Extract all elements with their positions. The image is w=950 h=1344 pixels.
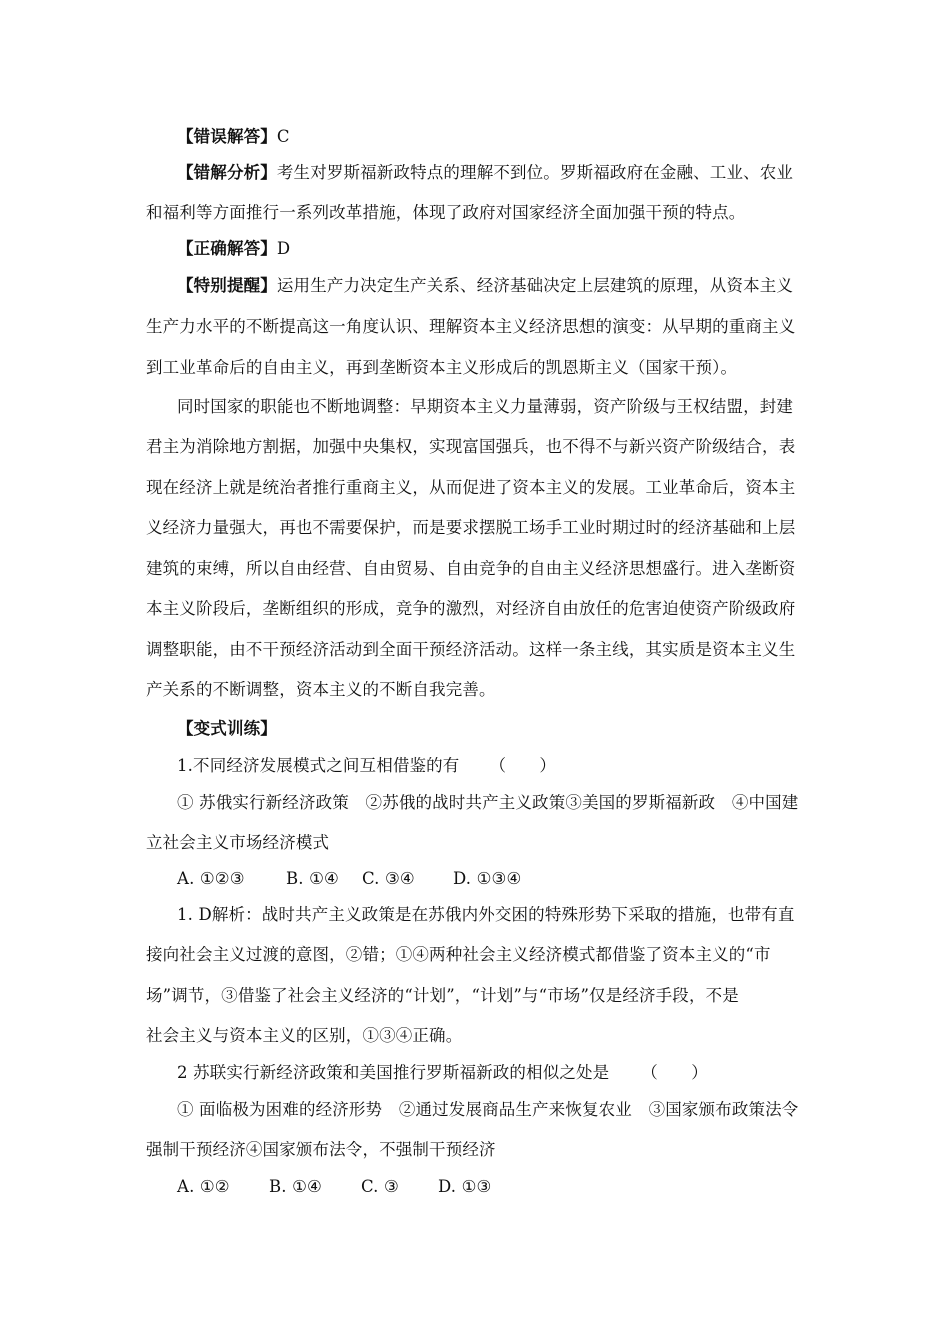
- paragraph-line-4: 义经济力量强大，再也不需要保护，而是要求摆脱工场手工业时期过时的经济基础和上层: [146, 518, 796, 537]
- special-note-line-2: 生产力水平的不断提高这一角度认识、理解资本主义经济思想的演变：从早期的重商主义: [146, 317, 796, 336]
- question-1-items-line-2: 立社会主义市场经济模式: [146, 833, 330, 852]
- question-2-items-line-1: ① 面临极为困难的经济形势 ②通过发展商品生产来恢复农业 ③国家颁布政策法令: [177, 1100, 799, 1119]
- question-1-items-line-1: ① 苏俄实行新经济政策 ②苏俄的战时共产主义政策③美国的罗斯福新政 ④中国建: [177, 793, 799, 812]
- wrong-answer-value: C: [276, 127, 290, 146]
- question-1-analysis-line-3: 场”调节，③借鉴了社会主义经济的“计划”，“计划”与“市场”仅是经济手段，不是: [146, 986, 739, 1005]
- question-2-option-b: B. ①④: [269, 1177, 322, 1196]
- question-1-analysis-line-1: 1. D解析：战时共产主义政策是在苏俄内外交困的特殊形势下采取的措施，也带有直: [177, 905, 795, 924]
- wrong-analysis-line-1: [177, 162, 793, 184]
- paragraph-line-6: 本主义阶段后，垄断组织的形成，竞争的激烈，对经济自由放任的危害迫使资产阶级政府: [146, 599, 796, 618]
- question-1-analysis-line-2: 接向社会主义过渡的意图，②错；①④两种社会主义经济模式都借鉴了资本主义的“市: [146, 945, 771, 964]
- wrong-analysis-label: 【错解分析】: [177, 163, 277, 182]
- practice-heading: 【变式训练】: [177, 719, 277, 738]
- question-1-blank: （ ）: [489, 756, 557, 775]
- special-note-text-1: 运用生产力决定生产关系、经济基础决定上层建筑的原理，从资本主义: [276, 276, 794, 295]
- question-1-option-b: B. ①④: [286, 869, 339, 888]
- question-1-option-d: D. ①③④: [453, 869, 522, 888]
- question-1-option-c: C. ③④: [362, 869, 415, 888]
- paragraph-line-8: 产关系的不断调整，资本主义的不断自我完善。: [146, 680, 496, 699]
- question-2-stem: 2 苏联实行新经济政策和美国推行罗斯福新政的相似之处是: [177, 1063, 610, 1082]
- question-2-option-d: D. ①③: [438, 1177, 492, 1196]
- wrong-answer-label: 【错误解答】: [177, 127, 277, 146]
- paragraph-line-7: 调整职能，由不干预经济活动到全面干预经济活动。这样一条主线，其实质是资本主义生: [146, 640, 796, 659]
- wrong-answer-line: [177, 126, 290, 148]
- paragraph-line-2: 君主为消除地方割据，加强中央集权，实现富国强兵，也不得不与新兴资产阶级结合，表: [146, 437, 796, 456]
- special-note-line-1: [177, 275, 793, 297]
- correct-answer-line: [177, 238, 290, 260]
- question-2-option-a: A. ①②: [177, 1177, 230, 1196]
- question-2-stem-line: [177, 1062, 708, 1084]
- paragraph-line-3: 现在经济上就是统治者推行重商主义，从而促进了资本主义的发展。工业革命后，资本主: [146, 478, 796, 497]
- special-note-line-3: 到工业革命后的自由主义，再到垄断资本主义形成后的凯恩斯主义（国家干预）。: [146, 358, 738, 377]
- correct-answer-label: 【正确解答】: [177, 239, 277, 258]
- question-2-option-c: C. ③: [361, 1177, 399, 1196]
- question-1-stem-line: [177, 755, 556, 777]
- wrong-analysis-line-2: 和福利等方面推行一系列改革措施，体现了政府对国家经济全面加强干预的特点。: [146, 203, 746, 222]
- question-2-options: [177, 1176, 491, 1198]
- wrong-analysis-text-1: 考生对罗斯福新政特点的理解不到位。罗斯福政府在金融、工业、农业: [276, 163, 794, 182]
- question-1-stem: 1.不同经济发展模式之间互相借鉴的有: [177, 756, 460, 775]
- question-1-option-a: A. ①②③: [177, 869, 245, 888]
- paragraph-line-1: 同时国家的职能也不断地调整：早期资本主义力量薄弱，资产阶级与王权结盟，封建: [177, 397, 794, 416]
- correct-answer-value: D: [276, 239, 291, 258]
- question-1-options: [177, 868, 521, 890]
- paragraph-line-5: 建筑的束缚，所以自由经营、自由贸易、自由竞争的自由主义经济思想盛行。进入垄断资: [146, 559, 796, 578]
- question-1-analysis-line-4: 社会主义与资本主义的区别，①③④正确。: [146, 1026, 463, 1045]
- question-2-blank: （ ）: [641, 1063, 708, 1082]
- question-2-items-line-2: 强制干预经济④国家颁布法令，不强制干预经济: [146, 1140, 496, 1159]
- special-note-label: 【特别提醒】: [177, 276, 277, 295]
